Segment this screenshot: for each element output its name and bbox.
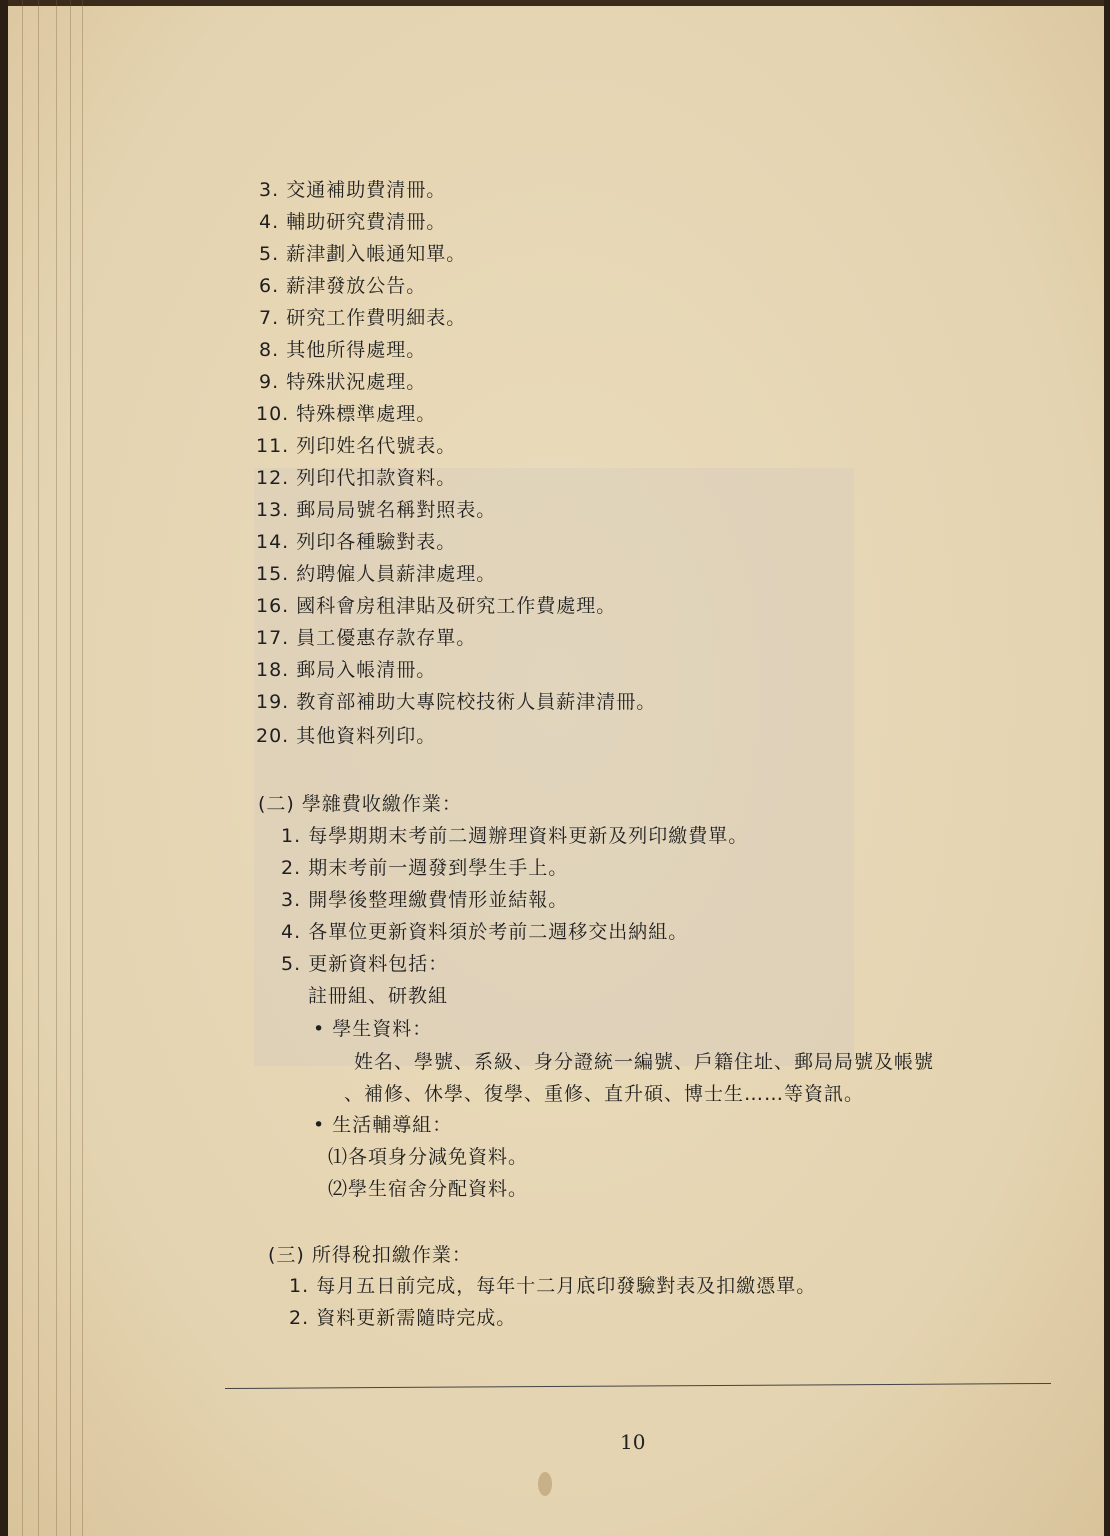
list-item: 12. 列印代扣款資料。 [256,467,457,489]
paper-stain [538,1472,552,1496]
page-stack-edge [22,0,23,1536]
page-stack-edge [38,0,39,1536]
list-item: 16. 國科會房租津貼及研究工作費處理。 [256,595,617,617]
list-item: 1. 每學期期末考前二週辦理資料更新及列印繳費單。 [281,825,749,847]
list-item: 2. 期末考前一週發到學生手上。 [281,857,569,879]
body-text: 、補修、休學、復學、重修、直升碩、博士生……等資訊。 [344,1083,865,1105]
scan-edge-top [0,0,1110,6]
page-stack-edge [56,0,57,1536]
list-item: 15. 約聘僱人員薪津處理。 [256,563,497,585]
section-heading: (三) 所得稅扣繳作業： [268,1244,472,1266]
list-item: ⑴各項身分減免資料。 [328,1146,529,1168]
list-item: 3. 開學後整理繳費情形並結報。 [281,889,569,911]
list-item: 7. 研究工作費明細表。 [259,307,467,329]
list-item: 4. 輔助研究費清冊。 [259,211,447,233]
bullet-heading: • 學生資料： [313,1018,433,1040]
list-item: 18. 郵局入帳清冊。 [256,659,437,681]
list-item: 3. 交通補助費清冊。 [259,179,447,201]
list-item: 4. 各單位更新資料須於考前二週移交出納組。 [281,921,689,943]
bullet-heading: • 生活輔導組： [313,1114,453,1136]
page-stack-edge [82,0,83,1536]
embossed-seal-watermark [254,468,854,1066]
list-item: 17. 員工優惠存款存單。 [256,627,477,649]
scan-edge-left [0,0,8,1536]
list-item: 11. 列印姓名代號表。 [256,435,457,457]
list-item: 8. 其他所得處理。 [259,339,427,361]
list-item: 5. 更新資料包括： [281,953,449,975]
list-item: 14. 列印各種驗對表。 [256,531,457,553]
list-item: ⑵學生宿舍分配資料。 [328,1178,529,1200]
body-text: 姓名、學號、系級、身分證統一編號、戶籍住址、郵局局號及帳號 [354,1051,935,1073]
list-item: 9. 特殊狀況處理。 [259,371,427,393]
units-text: 註冊組、研教組 [308,985,449,1007]
list-item: 19. 教育部補助大專院校技術人員薪津清冊。 [256,691,657,713]
list-item: 2. 資料更新需隨時完成。 [289,1307,517,1329]
list-item: 10. 特殊標準處理。 [256,403,437,425]
list-item: 6. 薪津發放公告。 [259,275,427,297]
list-item: 1. 每月五日前完成，每年十二月底印發驗對表及扣繳憑單。 [289,1275,817,1297]
scan-edge-right [1104,0,1110,1536]
list-item: 5. 薪津劃入帳通知單。 [259,243,467,265]
page-number: 10 [620,1430,646,1454]
page-stack-edge [70,0,71,1536]
list-item: 13. 郵局局號名稱對照表。 [256,499,497,521]
list-item: 20. 其他資料列印。 [256,725,437,747]
section-heading: (二) 學雜費收繳作業： [258,793,462,815]
